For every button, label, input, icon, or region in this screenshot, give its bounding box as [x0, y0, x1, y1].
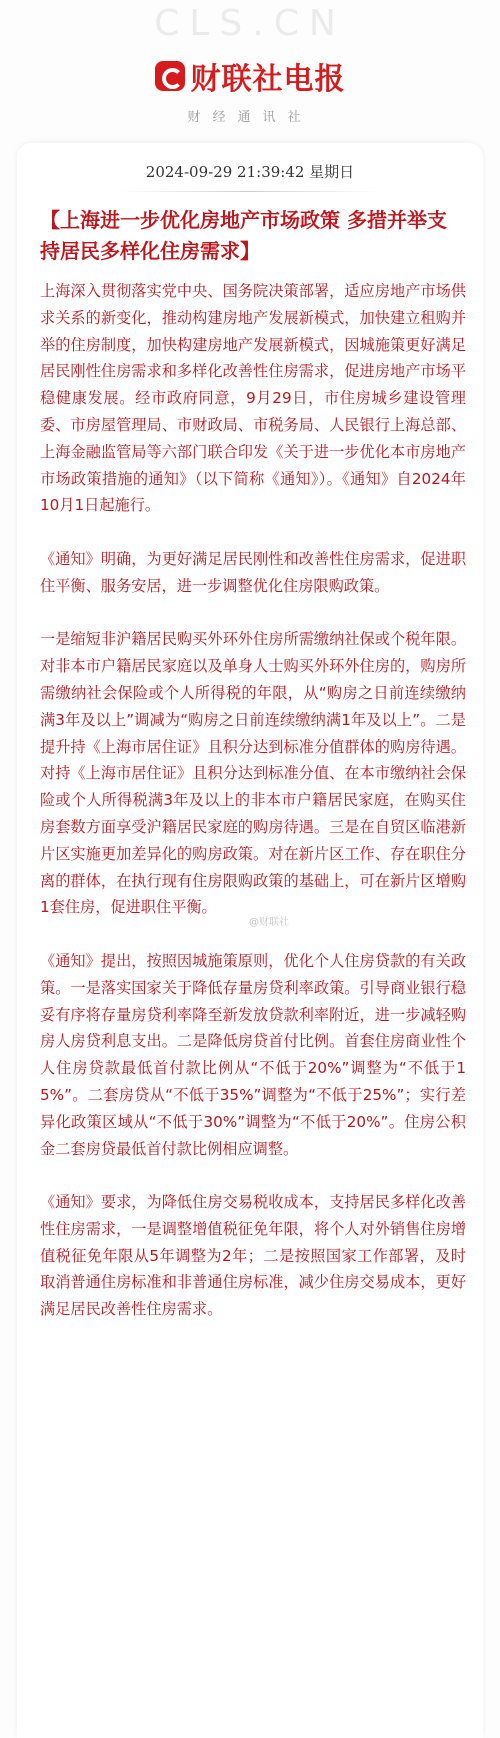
article-paragraph: 《通知》要求，为降低住房交易税收成本，支持居民多样化改善性住房需求，一是调整增值税征免年限，将个人对外销售住房增值税征免年限从5年调整为2年；二是按照国家工作部署，及时取消普通住房标准和非普通住房标准，减少住房交易成本，更好满足居民改善性住房需求。	[40, 1193, 466, 1319]
brand-header	[0, 56, 500, 96]
brand-watermark: CLS.CN	[154, 3, 346, 44]
article-headline: 【上海进一步优化房地产市场政策 多措并举支持居民多样化住房需求】	[40, 208, 447, 263]
brand-name: 财联社电报	[190, 62, 346, 97]
article-paragraph: 《通知》提出，按照因城施策原则，优化个人住房贷款的有关政策。一是落实国家关于降低存量房贷利率政策。引导商业银行稳妥有序将存量房贷利率降至新发放贷款利率附近，进一步减轻购房人房贷利息支出。二是降低房贷首付比例。首套住房商业性个人住房贷款最低首付款比例从“不低于20%”调整为“不低于15%”。二套房贷从“不低于35%”调整为“不低于25%”；实行差异化政策区域从“不低于30%”调整为“不低于20%”。住房公积金二套房贷最低首付款比例相应调整。	[40, 951, 466, 1158]
brand-subtitle: 财经通讯社	[187, 110, 313, 125]
article-paragraph: 一是缩短非沪籍居民购买外环外住房所需缴纳社保或个税年限。对非本市户籍居民家庭以及单身人士购买外环外住房的，购房所需缴纳社会保险或个人所得税的年限，从“购房之日前连续缴纳满3年及以上”调减为“购房之日前连续缴纳满1年及以上”。二是提升持《上海市居住证》且积分达到标准分值群体的购房待遇。对持《上海市居住证》且积分达到标准分值、在本市缴纳社会保险或个人所得税满3年及以上的非本市户籍居民家庭，在购买住房套数方面享受沪籍居民家庭的购房待遇。三是在自贸区临港新片区实施更加差异化的购房政策。对在新片区工作、存在职住分离的群体，在执行现有住房限购政策的基础上，可在新片区增购1套住房，促进职住平衡。	[40, 630, 466, 917]
datetime-divider	[120, 191, 380, 192]
article-body	[40, 278, 466, 1350]
cls-c-logo-icon	[155, 61, 185, 91]
article-card	[17, 143, 483, 1738]
article-paragraph: 上海深入贯彻落实党中央、国务院决策部署，适应房地产市场供求关系的新变化，推动构建房地产发展新模式，加快建立租购并举的住房制度，加快构建房地产发展新模式，因城施策更好满足居民刚性住房需求和多样化改善性住房需求，促进房地产市场平稳健康发展。经市政府同意，9月29日，市住房城乡建设管理委、市房屋管理局、市财政局、市税务局、人民银行上海总部、上海金融监管局等六部门联合印发《关于进一步优化本市房地产市场政策措施的通知》（以下简称《通知》）。《通知》自2024年10月1日起施行。	[40, 282, 466, 515]
article-paragraph: 《通知》明确，为更好满足居民刚性和改善性住房需求，促进职住平衡、服务安居，进一步调整优化住房限购政策。	[40, 549, 466, 595]
weibo-watermark: @财联社	[249, 917, 289, 928]
article-datetime: 2024-09-29 21:39:42 星期日	[145, 163, 355, 181]
